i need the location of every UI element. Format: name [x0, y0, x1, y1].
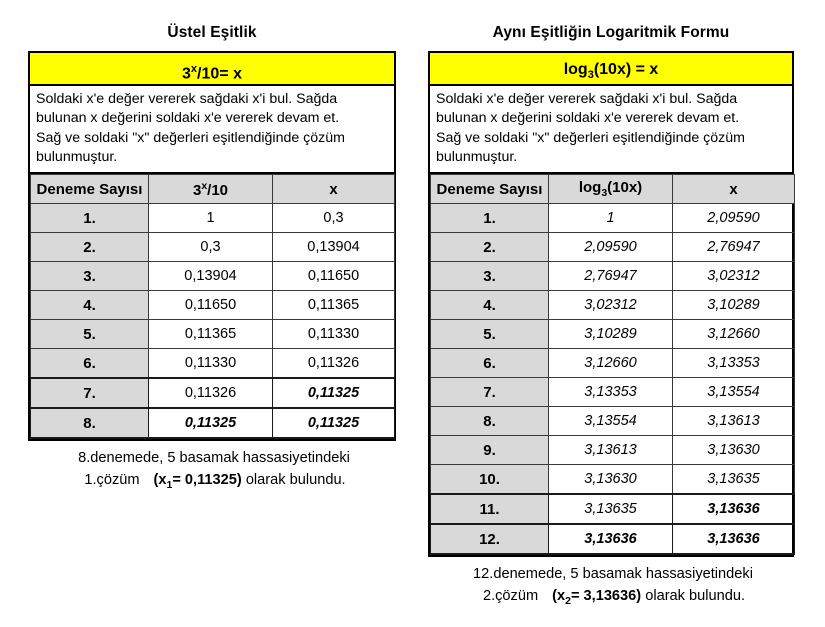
- row-value-b-cell: 3,10289: [673, 291, 795, 320]
- right-block: [428, 51, 794, 557]
- left-header-col-a: [149, 175, 273, 204]
- table-row: [31, 320, 395, 349]
- table-row: [31, 233, 395, 262]
- row-value-b-cell: 3,13636: [673, 524, 795, 554]
- row-value-a-cell: 0,11330: [149, 349, 273, 379]
- row-value-a-cell: 3,13636: [549, 524, 673, 554]
- row-index-cell: 1.: [31, 204, 149, 233]
- left-description-line-1: Soldaki x'e değer vererek sağdaki x'i bul. Sağda: [36, 91, 338, 107]
- row-value-a-cell: 0,11650: [149, 291, 273, 320]
- right-header-col-a: [549, 175, 673, 204]
- left-panel-title: Üstel Eşitlik: [167, 24, 257, 41]
- table-row: [431, 407, 795, 436]
- row-value-a-cell: 0,3: [149, 233, 273, 262]
- row-value-b-cell: 0,13904: [273, 233, 395, 262]
- row-value-a-cell: 1: [149, 204, 273, 233]
- left-block: [28, 51, 396, 441]
- row-value-a-cell: 3,13554: [549, 407, 673, 436]
- row-value-b-cell: 0,3: [273, 204, 395, 233]
- right-table-header-row: [431, 175, 795, 204]
- right-formula-base: log: [563, 61, 588, 78]
- row-value-b-cell: 3,13353: [673, 349, 795, 378]
- left-caption-line-1: 8.denemede, 5 basamak hassasiyetindeki: [78, 450, 350, 467]
- right-caption-result-open: (x: [552, 588, 566, 605]
- right-caption-solution-label: 2.çözüm: [482, 588, 539, 605]
- left-caption-result-sub: 1: [166, 479, 173, 492]
- right-header-col-b: x: [673, 175, 795, 204]
- left-header-col-a-base: 3: [192, 181, 202, 199]
- left-description-line-4: bulunmuştur.: [36, 148, 118, 165]
- left-table-body: [31, 204, 395, 439]
- table-row: [431, 494, 795, 524]
- right-caption-result-sub: 2: [565, 595, 571, 608]
- right-description-line-4: bulunmuştur.: [436, 148, 518, 165]
- row-value-b-cell: 0,11325: [273, 408, 395, 438]
- row-value-a-cell: 2,76947: [549, 262, 673, 291]
- table-row: [31, 349, 395, 379]
- row-value-b-cell: 3,13636: [673, 494, 795, 524]
- row-index-cell: 5.: [31, 320, 149, 349]
- row-index-cell: 11.: [431, 494, 549, 524]
- table-row: [431, 233, 795, 262]
- row-index-cell: 8.: [431, 407, 549, 436]
- left-description-line-2: bulunan x değerini soldaki x'e vererek devam et.: [36, 110, 340, 127]
- row-value-a-cell: 3,13630: [549, 465, 673, 495]
- table-row: [431, 349, 795, 378]
- row-index-cell: 7.: [431, 378, 549, 407]
- left-formula-rest: /10= x: [197, 65, 242, 83]
- row-index-cell: 2.: [431, 233, 549, 262]
- right-formula-bar: [430, 53, 792, 86]
- row-value-a-cell: 0,11326: [149, 378, 273, 408]
- row-index-cell: 6.: [431, 349, 549, 378]
- left-caption-solution-label: 1.çözüm: [84, 472, 140, 489]
- left-header-col-a-rest: /10: [207, 181, 229, 199]
- left-caption: [28, 441, 396, 496]
- row-value-a-cell: 3,02312: [549, 291, 673, 320]
- right-caption-result: [552, 588, 642, 608]
- row-index-cell: 2.: [31, 233, 149, 262]
- right-description-line-1: Soldaki x'e değer vererek sağdaki x'i bul. Sağda: [436, 91, 738, 107]
- right-panel-title: Aynı Eşitliğin Logaritmik Formu: [492, 24, 730, 41]
- left-formula-base: 3: [182, 65, 191, 83]
- row-value-b-cell: 0,11325: [273, 378, 395, 408]
- row-value-a-cell: 1: [549, 204, 673, 233]
- row-value-a-cell: 3,12660: [549, 349, 673, 378]
- table-row: [431, 320, 795, 349]
- row-value-b-cell: 2,09590: [673, 204, 795, 233]
- row-index-cell: 6.: [31, 349, 149, 379]
- row-value-b-cell: 3,02312: [673, 262, 795, 291]
- right-table-body: [431, 204, 795, 555]
- left-iteration-table: [30, 174, 395, 439]
- table-row: [431, 465, 795, 495]
- row-index-cell: 1.: [431, 204, 549, 233]
- row-value-b-cell: 3,13630: [673, 436, 795, 465]
- table-row: [431, 204, 795, 233]
- left-header-index: Deneme Sayısı: [31, 175, 149, 204]
- row-value-a-cell: 3,13613: [549, 436, 673, 465]
- right-header-index: Deneme Sayısı: [431, 175, 549, 204]
- row-value-b-cell: 3,13554: [673, 378, 795, 407]
- table-row: [31, 408, 395, 438]
- row-value-b-cell: 0,11650: [273, 262, 395, 291]
- left-caption-result: [153, 472, 242, 492]
- right-formula-rest: (10x) = x: [593, 61, 659, 78]
- panel-logarithmic: [428, 0, 794, 612]
- right-iteration-table: [430, 174, 795, 555]
- row-value-b-cell: 0,11365: [273, 291, 395, 320]
- row-index-cell: 12.: [431, 524, 549, 554]
- row-value-a-cell: 2,09590: [549, 233, 673, 262]
- row-value-b-cell: 3,13635: [673, 465, 795, 495]
- right-header-col-a-subscript: 3: [601, 187, 608, 200]
- left-header-col-a-exponent: x: [201, 179, 208, 192]
- table-row: [31, 291, 395, 320]
- left-formula-bar: [30, 53, 394, 86]
- row-value-a-cell: 3,13635: [549, 494, 673, 524]
- left-caption-result-value: = 0,11325): [172, 472, 242, 489]
- left-caption-result-open: (x: [153, 472, 167, 489]
- table-row: [431, 291, 795, 320]
- row-index-cell: 3.: [31, 262, 149, 291]
- right-caption-line-2: [428, 585, 794, 612]
- table-row: [431, 436, 795, 465]
- right-description: [430, 86, 792, 174]
- table-row: [31, 262, 395, 291]
- right-description-line-3: Sağ ve soldaki "x" değerleri eşitlendiğinde çözüm: [436, 129, 745, 146]
- right-caption-result-value: = 3,13636): [570, 588, 642, 605]
- left-formula-exponent: x: [190, 63, 198, 75]
- row-value-b-cell: 2,76947: [673, 233, 795, 262]
- row-value-a-cell: 3,10289: [549, 320, 673, 349]
- table-row: [31, 204, 395, 233]
- row-value-b-cell: 0,11326: [273, 349, 395, 379]
- row-index-cell: 4.: [431, 291, 549, 320]
- row-index-cell: 5.: [431, 320, 549, 349]
- row-value-a-cell: 3,13353: [549, 378, 673, 407]
- right-caption-line-1: 12.denemede, 5 basamak hassasiyetindeki: [473, 566, 753, 583]
- row-value-a-cell: 0,13904: [149, 262, 273, 291]
- row-value-b-cell: 3,12660: [673, 320, 795, 349]
- row-index-cell: 8.: [31, 408, 149, 438]
- table-row: [431, 378, 795, 407]
- panel-exponential: [28, 0, 396, 496]
- row-value-a-cell: 0,11365: [149, 320, 273, 349]
- left-description: [30, 86, 394, 174]
- row-value-b-cell: 0,11330: [273, 320, 395, 349]
- right-caption: [428, 557, 794, 612]
- right-header-col-a-base: log: [578, 179, 602, 197]
- row-value-b-cell: 3,13613: [673, 407, 795, 436]
- row-value-a-cell: 0,11325: [149, 408, 273, 438]
- right-header-col-a-rest: (10x): [607, 179, 643, 197]
- left-header-col-b: x: [273, 175, 395, 204]
- left-description-line-3: Sağ ve soldaki "x" değerleri eşitlendiğinde çözüm: [36, 129, 345, 146]
- left-caption-suffix: olarak bulundu.: [245, 472, 346, 489]
- table-row: [431, 262, 795, 291]
- row-index-cell: 10.: [431, 465, 549, 495]
- row-index-cell: 3.: [431, 262, 549, 291]
- left-caption-line-2: [28, 469, 396, 496]
- right-description-line-2: bulunan x değerini soldaki x'e vererek devam et.: [436, 110, 740, 127]
- row-index-cell: 7.: [31, 378, 149, 408]
- right-formula-subscript: 3: [587, 69, 594, 82]
- left-table-header-row: [31, 175, 395, 204]
- right-caption-suffix: olarak bulundu.: [645, 588, 746, 605]
- row-index-cell: 4.: [31, 291, 149, 320]
- table-row: [31, 378, 395, 408]
- table-row: [431, 524, 795, 554]
- row-index-cell: 9.: [431, 436, 549, 465]
